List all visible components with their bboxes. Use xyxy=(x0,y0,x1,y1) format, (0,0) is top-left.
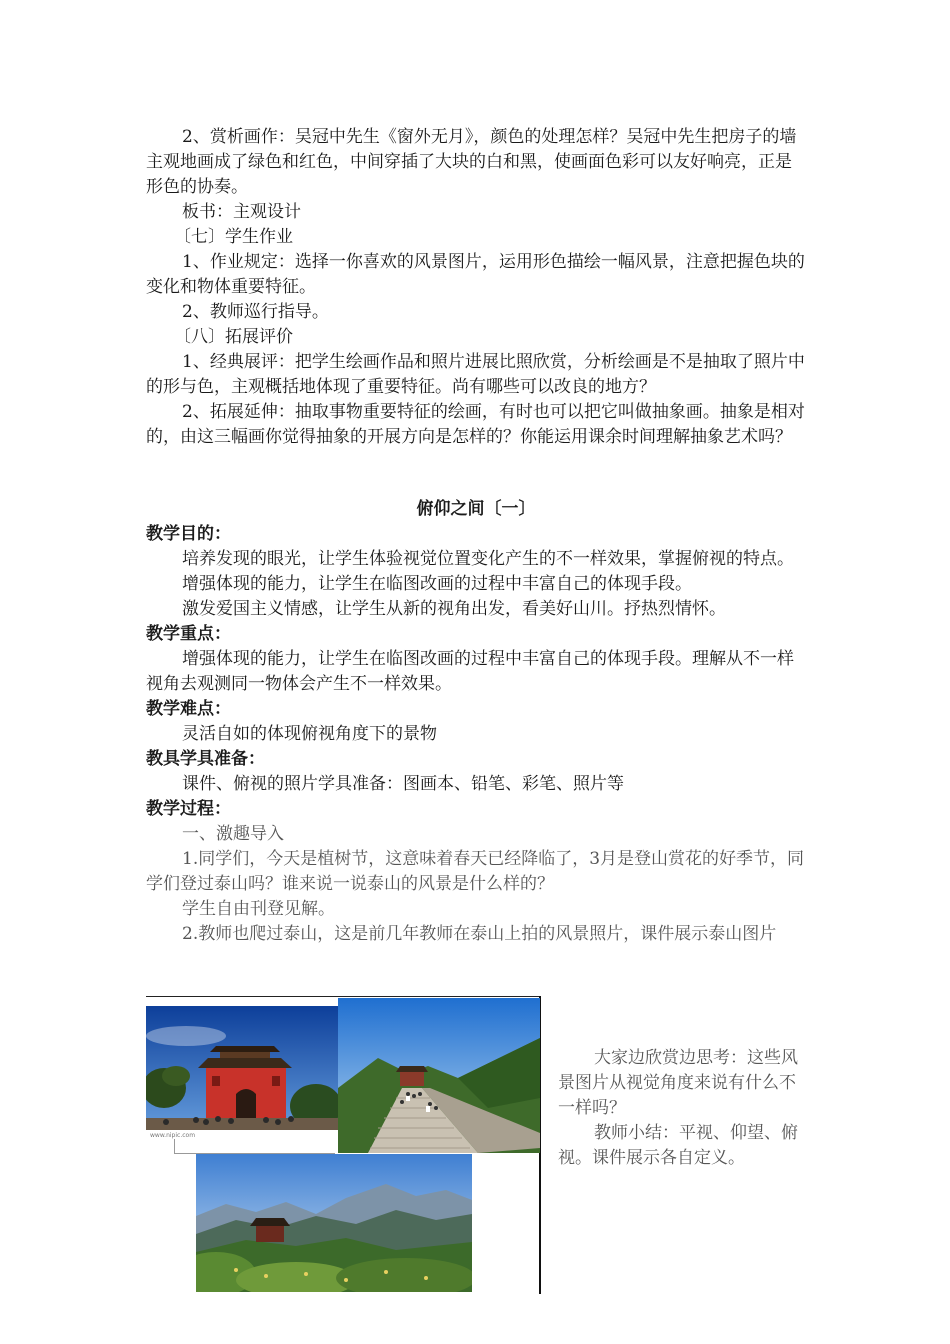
photo-mountain-steps xyxy=(338,998,540,1153)
heading-difficulty: 教学难点： xyxy=(146,699,231,719)
heading-preparation: 教具学具准备： xyxy=(146,749,265,769)
photo-temple-gate xyxy=(146,1006,339,1139)
paragraph: 1.同学们，今天是植树节，这意味着春天已经降临了，3月是登山赏花的好季节，同学们登过泰山吗？谁来说一说泰山的风景是什么样的？ xyxy=(146,849,805,894)
lesson-title: 俯仰之间〔一〕 xyxy=(416,499,536,519)
divider-line xyxy=(146,996,541,997)
paragraph: 1、作业规定：选择一你喜欢的风景图片，运用形色描绘一幅风景，注意把握色块的变化和物体重要特征。 xyxy=(146,252,805,297)
paragraph: 2、拓展延伸：抽取事物重要特征的绘画，有时也可以把它叫做抽象画。抽象是相对的，由这三幅画你觉得抽象的开展方向是怎样的？你能运用课余时间理解抽象艺术吗？ xyxy=(146,402,805,447)
heading-key-points: 教学重点： xyxy=(146,624,231,644)
divider-line xyxy=(174,1139,335,1154)
side-notes xyxy=(558,1046,808,1171)
paragraph: 2、教师巡行指导。 xyxy=(182,302,329,322)
paragraph: 激发爱国主义情感，让学生从新的视角出发，看美好山川。抒热烈情怀。 xyxy=(182,599,726,619)
paragraph: 2、赏析画作：吴冠中先生《窗外无月》，颜色的处理怎样？吴冠中先生把房子的墙主观地画成了绿色和红色，中间穿插了大块的白和黑，使画面色彩可以友好响亮，正是形色的协奏。 xyxy=(146,127,797,197)
section-lesson-plan xyxy=(146,497,806,947)
paragraph: 教师小结：平视、仰望、俯视。课件展示各自定义。 xyxy=(558,1123,798,1168)
paragraph: 培养发现的眼光，让学生体验视觉位置变化产生的不一样效果，掌握俯视的特点。 xyxy=(182,549,794,569)
paragraph: 2.教师也爬过泰山，这是前几年教师在泰山上拍的风景照片，课件展示泰山图片 xyxy=(182,924,777,944)
photo-watermark: www.nipic.com xyxy=(150,1132,196,1139)
paragraph: 〔八〕拓展评价 xyxy=(174,327,293,347)
paragraph: 板书：主观设计 xyxy=(182,202,301,222)
paragraph: 增强体现的能力，让学生在临图改画的过程中丰富自己的体现手段。理解从不一样视角去观测同一物体会产生不一样效果。 xyxy=(146,649,794,694)
paragraph: 一、激趣导入 xyxy=(182,824,284,844)
section-art-appreciation xyxy=(146,125,806,450)
heading-process: 教学过程： xyxy=(146,799,231,819)
paragraph: 〔七〕学生作业 xyxy=(174,227,293,247)
paragraph: 灵活自如的体现俯视角度下的景物 xyxy=(182,724,437,744)
paragraph: 学生自由刊登见解。 xyxy=(182,899,335,919)
photo-mountain-panorama xyxy=(196,1154,472,1292)
heading-goal: 教学目的： xyxy=(146,524,231,544)
paragraph: 大家边欣赏边思考：这些风景图片从视觉角度来说有什么不一样吗？ xyxy=(558,1048,798,1118)
paragraph: 增强体现的能力，让学生在临图改画的过程中丰富自己的体现手段。 xyxy=(182,574,692,594)
paragraph: 1、经典展评：把学生绘画作品和照片进展比照欣赏，分析绘画是不是抽取了照片中的形与色，主观概括地体现了重要特征。尚有哪些可以改良的地方？ xyxy=(146,352,805,397)
paragraph: 课件、俯视的照片学具准备：图画本、铅笔、彩笔、照片等 xyxy=(182,774,624,794)
